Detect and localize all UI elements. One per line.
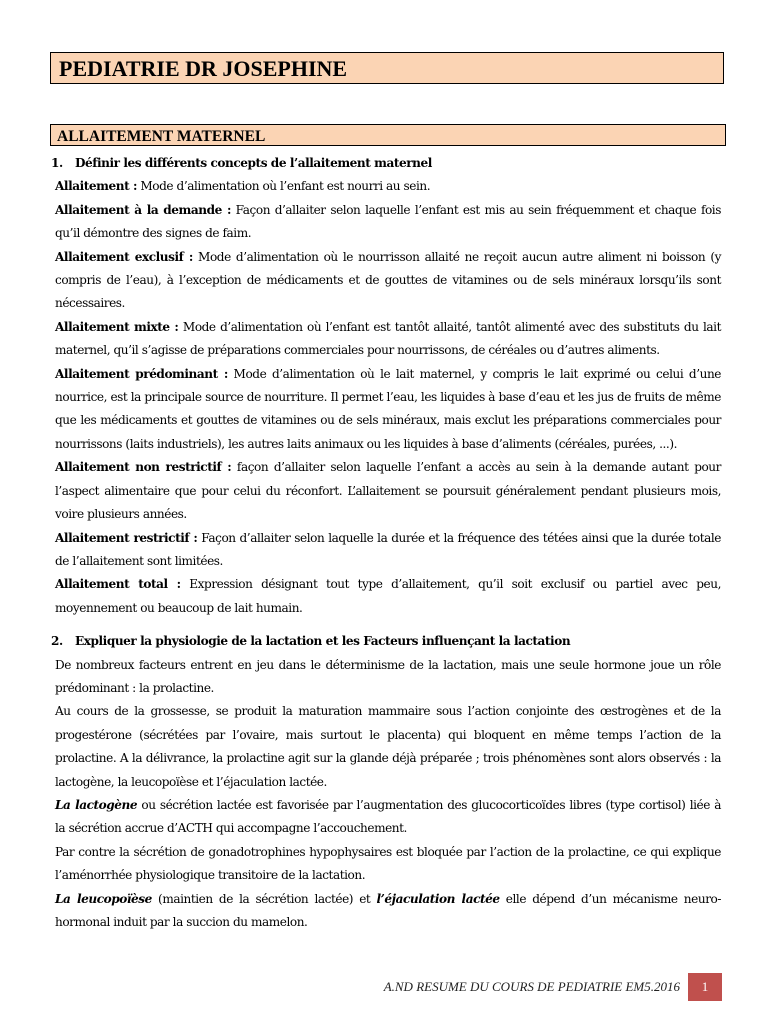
definition-term: Allaitement restrictif : <box>55 530 198 545</box>
definition-paragraph <box>55 527 721 574</box>
definition-text: Expression désignant tout type d’allaitement, qu’il soit exclusif ou partiel avec peu, moyennement ou beaucoup de lait humain. <box>55 577 721 615</box>
definition-text: Façon d’allaiter selon laquelle l’enfant est mis au sein fréquemment et chaque fois qu’il démontre des signes de faim. <box>55 202 721 241</box>
definition-paragraph <box>55 199 721 246</box>
section-title: ALLAITEMENT MATERNEL <box>57 128 266 145</box>
definition-term: Allaitement à la demande : <box>55 202 231 217</box>
definition-text: Mode d’alimentation où le lait maternel, y compris le lait exprimé ou celui d’une nourrice, est la principale source de nourriture. Il permet l’eau, les liquides à base d’eau et les jus de fruits de même que les médicaments et gouttes de vitamines ou de sels minéraux, mais exclut les préparations commerciales pour nourrissons (laits industriels), les autres laits animaux ou les liquides à base d’aliments (céréales, purées, ...). <box>55 366 722 451</box>
body-paragraph: Par contre la sécrétion de gonadotrophines hypophysaires est bloquée par l’action de la prolactine, ce qui explique l’aménorrhée physiologique transitoire de la lactation. <box>55 844 721 883</box>
definition-paragraph <box>55 456 721 526</box>
definition-text: Mode d’alimentation où l’enfant est nourri au sein. <box>136 179 431 194</box>
question-1-number: 1. <box>51 156 63 170</box>
definition-paragraph <box>55 363 721 457</box>
italic-term: La lactogène <box>55 797 138 812</box>
italic-term: l’éjaculation lactée <box>376 891 500 906</box>
definition-text: façon d’allaiter selon laquelle l’enfant a accès au sein à la demande autant pour l’aspect alimentaire que pour celui du réconfort. L’allaitement se poursuit généralement pendant plusieurs mois, voire plusieurs années. <box>55 460 721 522</box>
definition-text: Façon d’allaiter selon laquelle la durée et la fréquence des tétées ainsi que la durée totale de l’allaitement sont limitées. <box>55 530 722 568</box>
definition-paragraph <box>55 573 721 620</box>
definition-text: Mode d’alimentation où l’enfant est tantôt allaité, tantôt alimenté avec des substituts du lait maternel, qu’il s’agisse de préparations commerciales pour nourrissons, de céréales ou d’autres aliments. <box>55 319 721 358</box>
definition-paragraph <box>55 316 721 363</box>
section-title-box <box>50 124 726 146</box>
page-title: PEDIATRIE DR JOSEPHINE <box>59 56 348 81</box>
page-title-box <box>50 52 724 84</box>
definition-term: Allaitement mixte : <box>55 319 179 334</box>
definition-term: Allaitement non restrictif : <box>55 460 232 475</box>
definition-term: Allaitement exclusif : <box>55 249 193 264</box>
body-paragraph: De nombreux facteurs entrent en jeu dans le déterminisme de la lactation, mais une seule hormone joue un rôle prédominant : la prolactine. <box>55 657 721 695</box>
question-2-text: Expliquer la physiologie de la lactation et les Facteurs influençant la lactation <box>75 634 571 649</box>
section-gap <box>55 620 721 630</box>
definition-term: Allaitement total : <box>55 577 181 592</box>
body-paragraph: La leucopoïèse (maintien de la sécrétion lactée) et l’éjaculation lactée elle dépend d’un mécanisme neuro-hormonal induit par la succion du mamelon. <box>55 891 721 929</box>
question-1-heading <box>51 152 721 175</box>
definition-term: Allaitement : <box>55 179 137 194</box>
document-body <box>51 152 722 934</box>
body-paragraph: Au cours de la grossesse, se produit la maturation mammaire sous l’action conjointe des œstrogènes et de la progestérone (sécrétées par l’ovaire, mais surtout le placenta) qui bloquent en même temps l’action de la prolactine. A la délivrance, la prolactine agit sur la glande déjà préparée ; trois phénomènes sont alors observés : la lactogène, la leucopoïèse et l’éjaculation lactée. <box>55 704 721 789</box>
footer-text: A.ND RESUME DU COURS DE PEDIATRIE EM5.2016 <box>383 979 680 994</box>
page-number: 1 <box>688 973 722 1001</box>
question-2-number: 2. <box>51 634 63 649</box>
definition-term: Allaitement prédominant : <box>55 366 228 381</box>
definition-paragraph <box>55 175 721 198</box>
italic-term: La leucopoïèse <box>55 891 152 906</box>
question-2-heading <box>51 630 721 653</box>
definition-text: Mode d’alimentation où le nourrisson allaité ne reçoit aucun autre aliment ni boisson (y compris de l’eau), à l’exception de médicaments et de gouttes de vitamines ou de sels minéraux lorsqu’ils sont nécessaires. <box>55 249 721 311</box>
question-1-text: Définir les différents concepts de l’allaitement maternel <box>75 156 432 170</box>
definition-paragraph <box>55 246 721 316</box>
body-paragraph: La lactogène ou sécrétion lactée est favorisée par l’augmentation des glucocorticoïdes libres (type cortisol) liée à la sécrétion accrue d’ACTH qui accompagne l’accouchement. <box>55 797 721 836</box>
